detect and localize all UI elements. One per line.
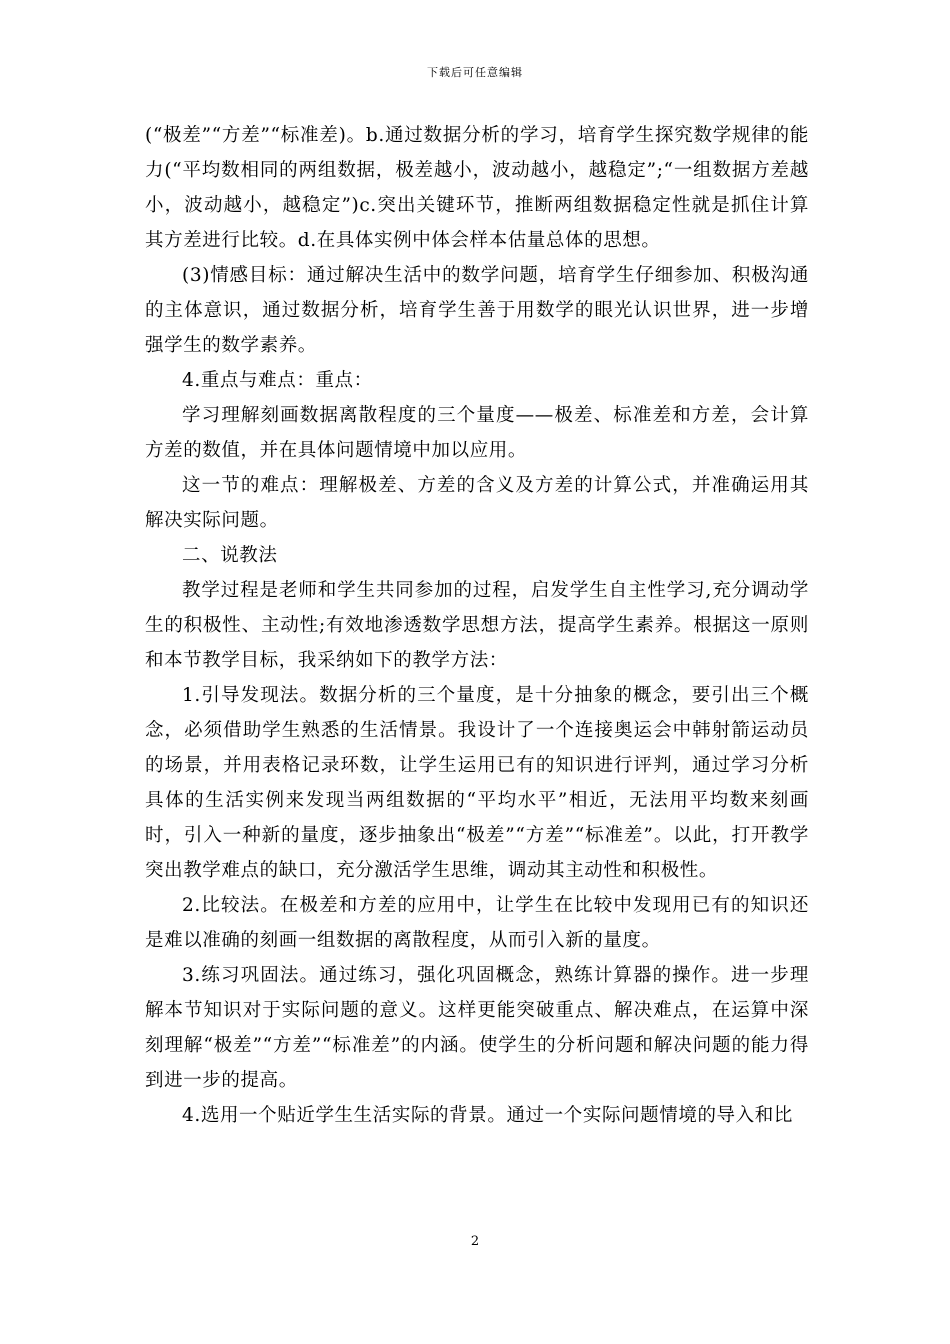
paragraph-method-2: 2.比较法。在极差和方差的应用中，让学生在比较中发现用已有的知识还是难以准确的刻画一组数据的离散程度，从而引入新的量度。: [145, 895, 809, 951]
section-heading-teaching-method: 二、说教法: [182, 545, 278, 566]
page-number: 2: [470, 1234, 480, 1249]
paragraph-emotional-goal: (3)情感目标：通过解决生活中的数学问题，培育学生仔细参加、积极沟通的主体意识，通过数据分析，培育学生善于用数学的眼光认识世界，进一步增强学生的数学素养。: [145, 265, 809, 356]
paragraph-method-3: 3.练习巩固法。通过练习，强化巩固概念，熟练计算器的操作。进一步理解本节知识对于实际问题的意义。这样更能突破重点、解决难点，在运算中深刻理解“极差”“方差”“标准差”的内涵。使学生的分析问题和解决问题的能力得到进一步的提高。: [145, 965, 809, 1091]
document-body: [145, 118, 809, 1133]
paragraph-key-point: 学习理解刻画数据离散程度的三个量度——极差、标准差和方差，会计算方差的数值，并在具体问题情境中加以应用。: [145, 405, 809, 461]
paragraph-method-4: 4.选用一个贴近学生生活实际的背景。通过一个实际问题情境的导入和比: [182, 1105, 793, 1126]
paragraph-teaching-intro: 教学过程是老师和学生共同参加的过程，启发学生自主性学习,充分调动学生的积极性、主动性;有效地渗透数学思想方法，提高学生素养。根据这一原则和本节教学目标，我采纳如下的教学方法：: [145, 580, 809, 671]
paragraph-difficulty: 这一节的难点：理解极差、方差的含义及方差的计算公式，并准确运用其解决实际问题。: [145, 475, 809, 531]
paragraph-key-points-heading: 4.重点与难点：重点：: [182, 370, 373, 391]
paragraph-method-1: 1.引导发现法。数据分析的三个量度，是十分抽象的概念，要引出三个概念，必须借助学生熟悉的生活情景。我设计了一个连接奥运会中韩射箭运动员的场景，并用表格记录环数，让学生运用已有的知识进行评判，通过学习分析具体的生活实例来发现当两组数据的“平均水平”相近，无法用平均数来刻画时，引入一种新的量度，逐步抽象出“极差”“方差”“标准差”。以此，打开教学突出教学难点的缺口，充分激活学生思维，调动其主动性和积极性。: [145, 685, 809, 881]
paragraph-objectives-continued: (“极差”“方差”“标准差)。b.通过数据分析的学习，培育学生探究数学规律的能力(“平均数相同的两组数据，极差越小，波动越小，越稳定”;“一组数据方差越小，波动越小，越稳定”)c.突出关键环节，推断两组数据稳定性就是抓住计算其方差进行比较。d.在具体实例中体会样本估量总体的思想。: [145, 125, 809, 251]
page-header: 下载后可任意编辑: [427, 66, 523, 79]
